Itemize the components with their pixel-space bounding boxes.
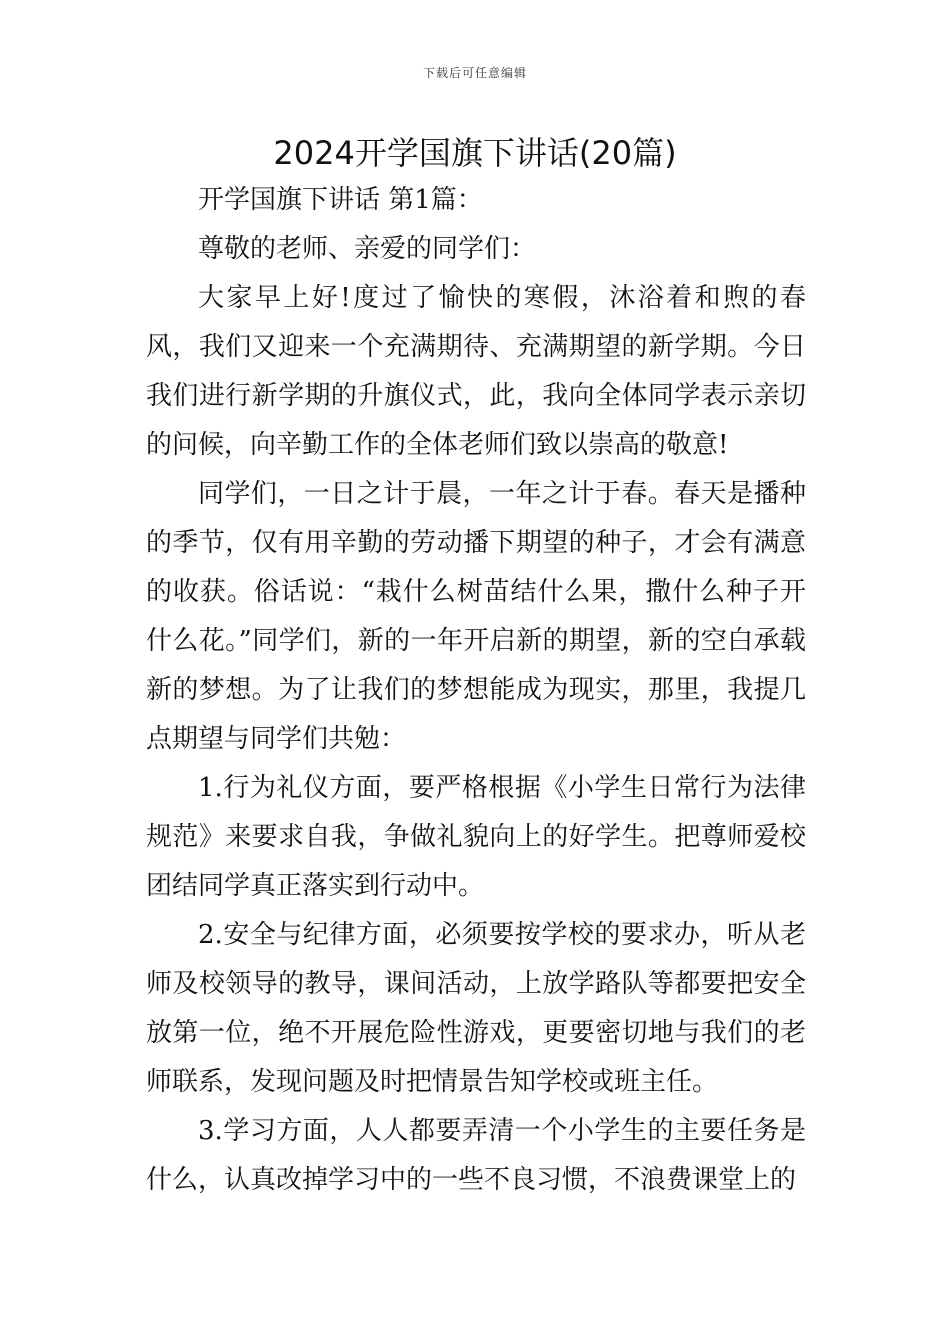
- paragraph-point-1: 1.行为礼仪方面，要严格根据《小学生日常行为法律规范》来要求自我，争做礼貌向上的好学生。把尊师爱校团结同学真正落实到行动中。: [146, 773, 806, 901]
- page-header-note: 下载后可任意编辑: [422, 66, 527, 80]
- document-body: [146, 176, 806, 1205]
- paragraph-greeting: 大家早上好!度过了愉快的寒假，沐浴着和煦的春风，我们又迎来一个充满期待、充满期望的新学期。今日我们进行新学期的升旗仪式，此，我向全体同学表示亲切的问候，向辛勤工作的全体老师们致以崇高的敬意!: [146, 283, 806, 460]
- paragraph-spring: 同学们，一日之计于晨，一年之计于春。春天是播种的季节，仅有用辛勤的劳动播下期望的种子，才会有满意的收获。俗话说：“栽什么树苗结什么果，撒什么种子开什么花。”同学们，新的一年开启新的期望，新的空白承载新的梦想。为了让我们的梦想能成为现实，那里，我提几点期望与同学们共勉：: [146, 479, 806, 754]
- paragraph-salutation: 尊敬的老师、亲爱的同学们：: [198, 234, 537, 264]
- document-title: 2024开学国旗下讲话(20篇): [273, 134, 677, 172]
- paragraph-point-3: 3.学习方面，人人都要弄清一个小学生的主要任务是什么，认真改掉学习中的一些不良习惯，不浪费课堂上的: [146, 1116, 806, 1195]
- paragraph-section-heading: 开学国旗下讲话 第1篇：: [198, 185, 483, 215]
- paragraph-point-2: 2.安全与纪律方面，必须要按学校的要求办，听从老师及校领导的教导，课间活动，上放学路队等都要把安全放第一位，绝不开展危险性游戏，更要密切地与我们的老师联系，发现问题及时把情景告知学校或班主任。: [146, 920, 806, 1097]
